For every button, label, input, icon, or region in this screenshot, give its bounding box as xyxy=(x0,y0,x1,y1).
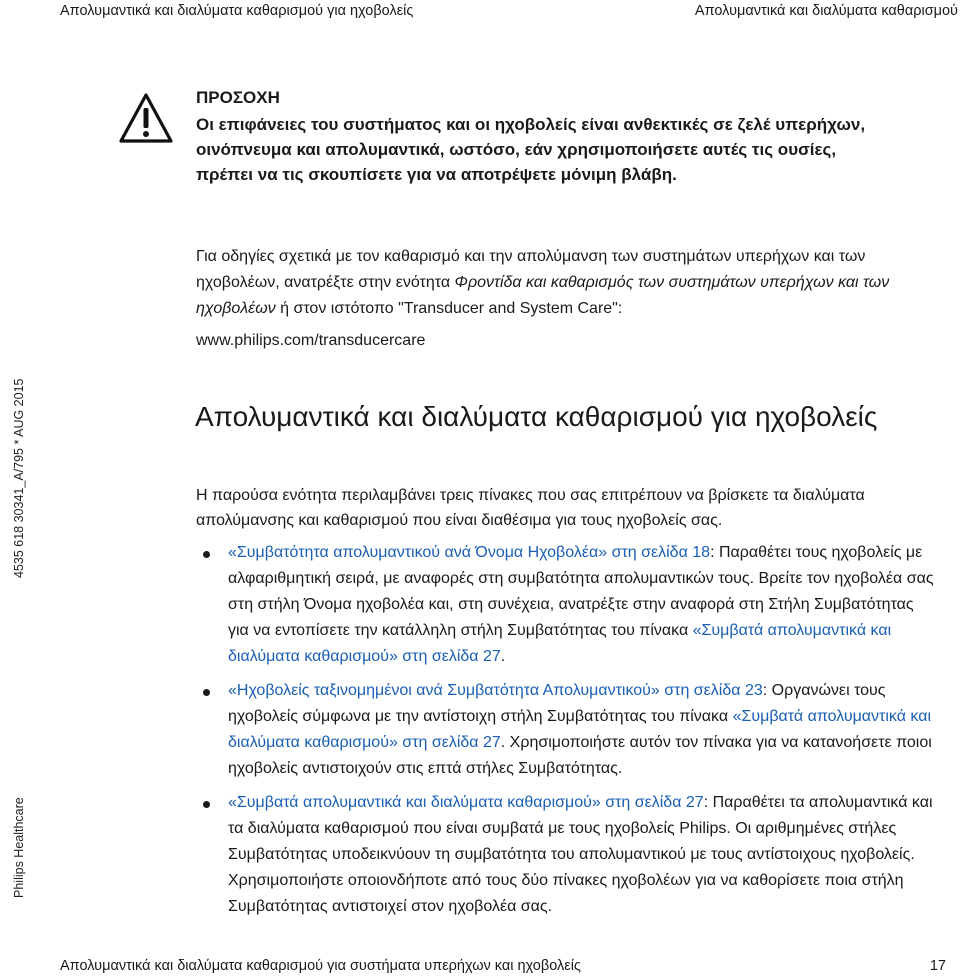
bullet-icon xyxy=(203,689,210,696)
reference-lead: Για οδηγίες σχετικά με τον καθαρισμό και την απολύμανση των συστημάτων υπερήχων και των ηχοβολέων, ανατρέξτε στην ενότητα xyxy=(196,248,866,291)
list-item-text: . xyxy=(500,648,506,665)
caution-title: ΠΡΟΣΟΧΗ xyxy=(196,88,280,107)
document-code: 4535 618 30341_A/795 * AUG 2015 xyxy=(12,378,26,578)
list-item xyxy=(196,678,936,782)
list-item xyxy=(196,540,936,670)
bullet-icon xyxy=(203,801,210,808)
reference-tail: ή στον ιστότοπο "Transducer and System Care": xyxy=(275,300,623,317)
caution-body: Οι επιφάνειες του συστήματος και οι ηχοβολείς είναι ανθεκτικές σε ζελέ υπερήχων, οινόπνευμα και απολυμαντικά, ωστόσο, εάν χρησιμοποιήσετε αυτές τις ουσίες, πρέπει να τις σκουπίσετε για να αποτρέψετε μόνιμη βλάβη. xyxy=(196,115,866,184)
footer-title: Απολυμαντικά και διαλύματα καθαρισμού για συστήματα υπερήχων και ηχοβολείς xyxy=(60,958,581,974)
section-title: Απολυμαντικά και διαλύματα καθαρισμού για ηχοβολείς xyxy=(195,401,878,432)
brand-label: Philips Healthcare xyxy=(12,797,26,898)
table-list xyxy=(196,540,936,920)
section-intro: Η παρούσα ενότητα περιλαμβάνει τρεις πίνακες που σας επιτρέπουν να βρίσκετε τα διαλύματα απολύμανσης και καθαρισμού που είναι διαθέσιμα για τους ηχοβολείς σας. xyxy=(196,487,865,529)
warning-triangle-icon xyxy=(118,92,174,144)
running-header xyxy=(0,0,960,24)
list-item-text: : Παραθέτει τα απολυμαντικά και τα διαλύματα καθαρισμού που είναι συμβατά με τους ηχοβολείς Philips. Οι αριθμημένες στήλες Συμβατότητας υποδεικνύουν τη συμβατότητα του απολυμαντικού με τους αντίστοιχους ηχοβολείς. Χρησιμοποιήστε οποιονδήποτε από τους δύο πίνακες ηχοβολέων για να καθορίσετε ποια στήλη Συμβατότητας αντιστοιχεί στον ηχοβολέα σας. xyxy=(228,794,933,915)
reference-url[interactable]: www.philips.com/transducercare xyxy=(196,332,426,349)
reference-paragraph xyxy=(196,244,896,354)
cross-reference-link[interactable]: «Συμβατότητα απολυμαντικού ανά Όνομα Ηχοβολέα» στη σελίδα 18 xyxy=(228,544,711,561)
page-number: 17 xyxy=(929,958,946,974)
cross-reference-link[interactable]: «Συμβατά απολυμαντικά και διαλύματα καθαρισμού» στη σελίδα 27 xyxy=(228,794,704,811)
page-footer xyxy=(0,950,960,974)
cross-reference-link[interactable]: «Συμβατά απολυμαντικά και διαλύματα καθαρισμού» στη σελίδα 27 xyxy=(228,622,892,665)
reference-italic-title: Φροντίδα και καθαρισμός των συστημάτων υπερήχων και των ηχοβολέων xyxy=(196,274,890,317)
bullet-icon xyxy=(203,551,210,558)
header-left: Απολυμαντικά και διαλύματα καθαρισμού για ηχοβολείς xyxy=(60,3,414,19)
header-right: Απολυμαντικά και διαλύματα καθαρισμού xyxy=(694,3,958,19)
list-item-text: : Παραθέτει τους ηχοβολείς με αλφαριθμητική σειρά, με αναφορές στη συμβατότητα απολυμαντικών τους. Βρείτε τον ηχοβολέα σας στη στήλη Όνομα ηχοβολέα και, στη συνέχεια, ανατρέξτε στην αναφορά στη Στήλη Συμβατότητας για να εντοπίσετε την κατάλληλη στήλη Συμβατότητας του πίνακα xyxy=(228,544,934,639)
list-item-text: : Οργανώνει τους ηχοβολείς σύμφωνα με την αντίστοιχη στήλη Συμβατότητας του πίνακα xyxy=(228,682,886,725)
list-item-text: . Χρησιμοποιήστε αυτόν τον πίνακα για να κατανοήσετε ποιοι ηχοβολείς αντιστοιχούν στις επτά στήλες Συμβατότητας. xyxy=(228,734,932,777)
cross-reference-link[interactable]: «Συμβατά απολυμαντικά και διαλύματα καθαρισμού» στη σελίδα 27 xyxy=(228,708,932,751)
list-item xyxy=(196,790,936,920)
cross-reference-link[interactable]: «Ηχοβολείς ταξινομημένοι ανά Συμβατότητα Απολυμαντικού» στη σελίδα 23 xyxy=(228,682,763,699)
